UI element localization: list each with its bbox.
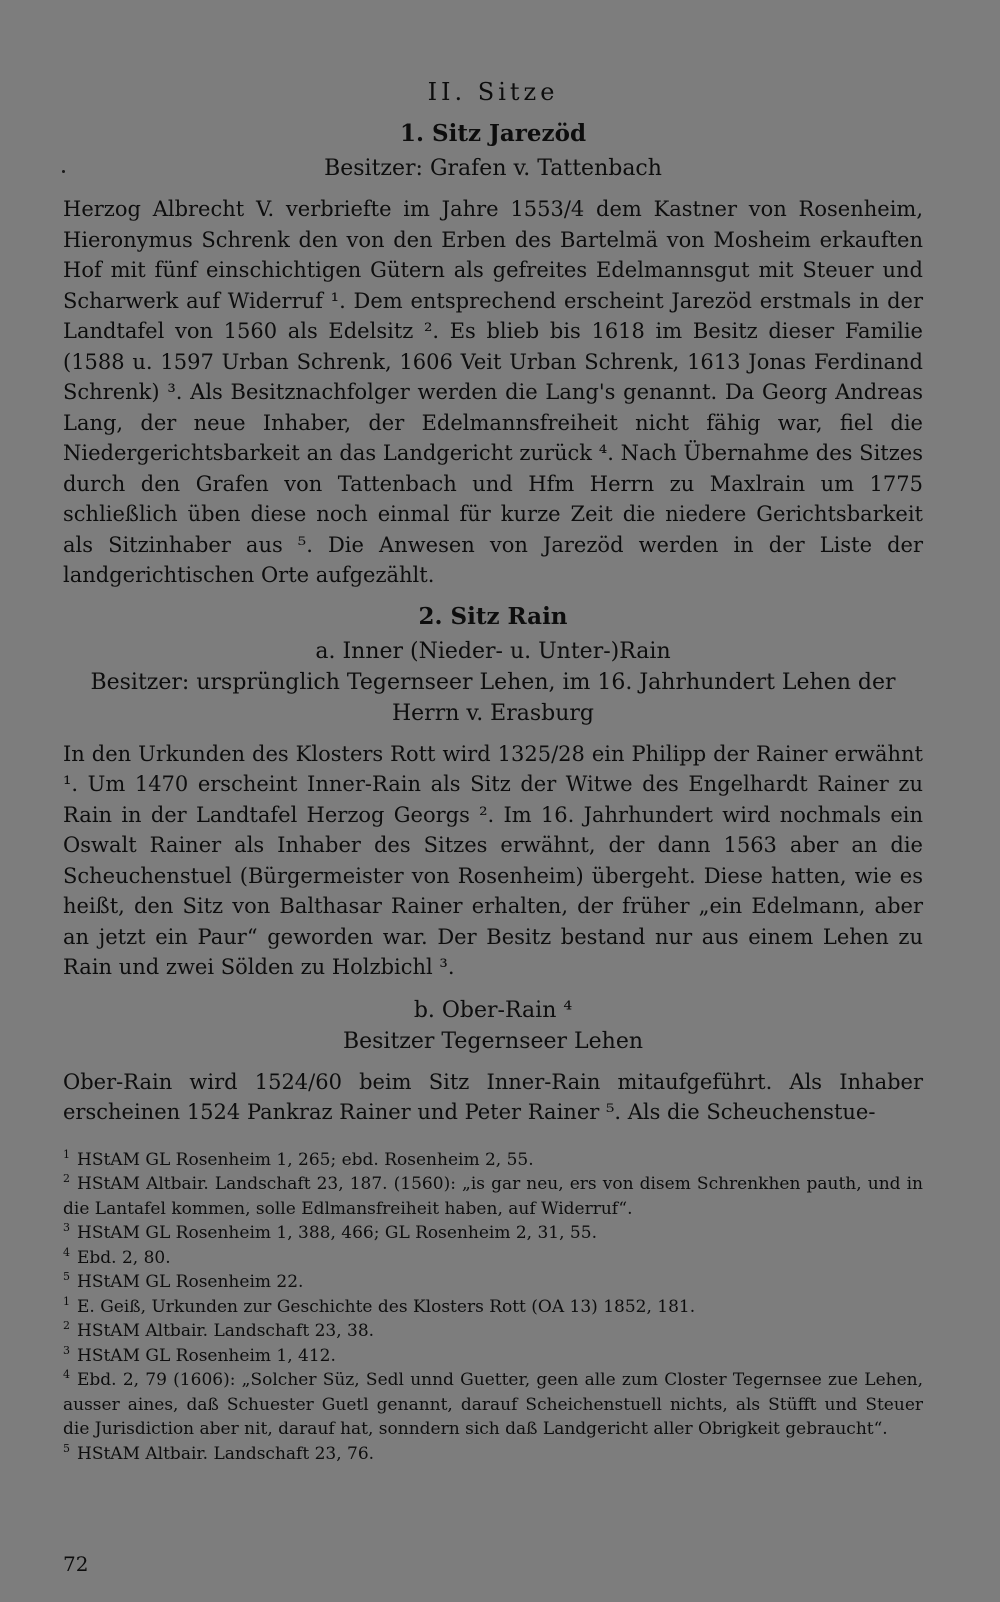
footnote — [63, 1442, 923, 1467]
heading-sitz-jarezoed: 1. Sitz Jarezöd — [399, 120, 587, 147]
footnotes-group-2 — [63, 1295, 923, 1467]
footnote — [63, 1319, 923, 1344]
footnote — [63, 1270, 923, 1295]
footnote-number: 4 — [63, 1245, 70, 1259]
footnote-number: 5 — [63, 1270, 70, 1284]
footnote-text: HStAM GL Rosenheim 1, 265; ebd. Rosenheim 2, 55. — [77, 1149, 534, 1170]
footnote — [63, 1295, 923, 1320]
owner-jarezoed: Besitzer: Grafen v. Tattenbach — [324, 156, 662, 181]
heading-ober-rain: b. Ober-Rain ⁴ — [413, 997, 573, 1023]
footnote-text: HStAM Altbair. Landschaft 23, 187. (1560): „is gar neu, ers von disem Schrenkhen pauth, und in die Lantafel kommen, solle Edlmansfreiheit haben, auf Widerruf“. — [63, 1174, 923, 1219]
paragraph-inner-rain: In den Urkunden des Klosters Rott wird 1325/28 ein Philipp der Rainer erwähnt ¹. Um 1470 erscheint Inner-Rain als Sitz der Witwe des Engelhardt Rainer zu Rain in der Landtafel Herzog Georgs ². Im 16. Jahrhundert wird nochmals ein Oswalt Rainer als Inhaber des Sitzes erwähnt, der dann 1563 aber an die Scheuchenstuel (Bürgermeister von Rosenheim) übergeht. Diese hatten, wie es heißt, den Sitz von Balthasar Rainer erhalten, der früher „ein Edelmann, aber an jetzt ein Paur“ geworden war. Der Besitz bestand nur aus einem Lehen zu Rain und zwei Sölden zu Holzbichl ³. — [63, 741, 923, 979]
footnote-text: HStAM Altbair. Landschaft 23, 76. — [77, 1443, 375, 1464]
footnote-text: Ebd. 2, 79 (1606): „Solcher Süz, Sedl unnd Guetter, geen alle zum Closter Tegernsee zue Lehen, ausser aines, daß Schuester Guetl genannt, darauf Scheichenstuell nichts, als Stüfft und Steuer die Jurisdiction aber nit, darauf hat, sonndern sich daß Landgericht aller Obrigkeit gebraucht“. — [63, 1370, 923, 1439]
page-number: 72 — [63, 1552, 89, 1576]
footnote-text: E. Geiß, Urkunden zur Geschichte des Klosters Rott (OA 13) 1852, 181. — [77, 1296, 696, 1317]
footnote-number: 3 — [63, 1343, 70, 1357]
paragraph-ober-rain: Ober-Rain wird 1524/60 beim Sitz Inner-Rain mitaufgeführt. Als Inhaber erscheinen 1524 Pankraz Rainer und Peter Rainer ⁵. Als die Scheuchenstue- — [63, 1069, 923, 1124]
footnote — [63, 1344, 923, 1369]
section-title: II. Sitze — [427, 78, 559, 106]
footnotes-group-1 — [63, 1148, 923, 1295]
owner-inner-rain-line2: Herrn v. Erasburg — [391, 700, 595, 726]
owner-inner-rain-line1: Besitzer: ursprünglich Tegernseer Lehen, im 16. Jahrhundert Lehen der — [90, 669, 896, 695]
footnote-text: HStAM GL Rosenheim 1, 412. — [77, 1345, 336, 1366]
footnote — [63, 1368, 923, 1442]
footnote-number: 2 — [63, 1172, 70, 1186]
footnote — [63, 1221, 923, 1246]
owner-ober-rain: Besitzer Tegernseer Lehen — [342, 1028, 644, 1054]
footnote-number: 1 — [63, 1294, 70, 1308]
footnote-text: HStAM GL Rosenheim 1, 388, 466; GL Rosenheim 2, 31, 55. — [77, 1223, 597, 1243]
footnote-number: 3 — [63, 1221, 70, 1235]
footnotes — [63, 1148, 923, 1467]
footnote-number: 4 — [63, 1368, 70, 1382]
heading-inner-rain: a. Inner (Nieder- u. Unter-)Rain — [315, 638, 671, 664]
paragraph-jarezoed: Herzog Albrecht V. verbriefte im Jahre 1553/4 dem Kastner von Rosenheim, Hieronymus Schrenk den von den Erben des Bartelmä von Mosheim erkauften Hof mit fünf einschichtigen Gütern als gefreites Edelmannsgut mit Steuer und Scharwerk auf Widerruf ¹. Dem entsprechend erscheint Jarezöd erstmals in der Landtafel von 1560 als Edelsitz ². Es blieb bis 1618 im Besitz dieser Familie (1588 u. 1597 Urban Schrenk, 1606 Veit Urban Schrenk, 1613 Jonas Ferdinand Schrenk) ³. Als Besitznachfolger werden die Lang's genannt. Da Georg Andreas Lang, der neue Inhaber, der Edelmannsfreiheit nicht fähig war, fiel die Niedergerichtsbarkeit an das Landgericht zurück ⁴. Nach Übernahme des Sitzes durch den Grafen von Tattenbach und Hfm Herrn zu Maxlrain um 1775 schließlich üben diese noch einmal für kurze Zeit die niedere Gerichtsbarkeit als Sitzinhaber aus ⁵. Die Anwesen von Jarezöd werden in der Liste der landgerichtischen Orte aufgezählt. — [63, 197, 923, 587]
footnote-text: HStAM GL Rosenheim 22. — [77, 1272, 304, 1292]
heading-sitz-rain: 2. Sitz Rain — [418, 602, 568, 630]
footnote-text: Ebd. 2, 80. — [77, 1247, 171, 1268]
footnote-text: HStAM Altbair. Landschaft 23, 38. — [77, 1321, 375, 1341]
footnote-number: 5 — [63, 1441, 70, 1455]
page-content — [63, 78, 923, 1466]
footnote — [63, 1148, 923, 1173]
footnote-number: 2 — [63, 1319, 70, 1333]
footnote-number: 1 — [63, 1147, 70, 1161]
footnote — [63, 1246, 923, 1271]
footnote — [63, 1172, 923, 1221]
